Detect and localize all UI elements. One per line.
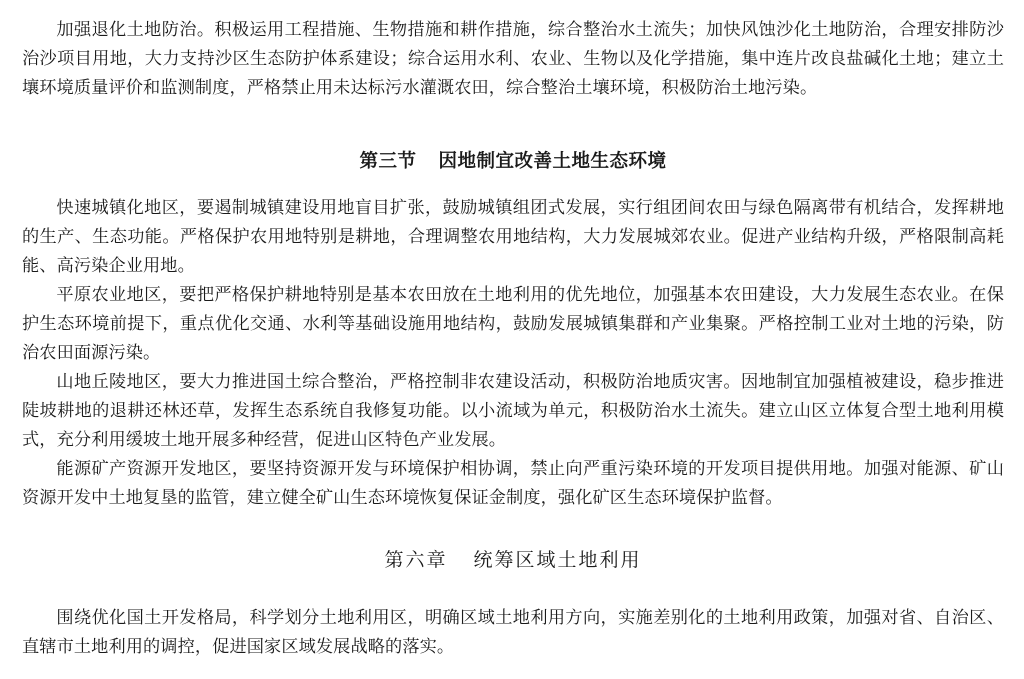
chapter-number: 第六章	[384, 549, 448, 571]
paragraph-urbanization-areas: 快速城镇化地区，要遏制城镇建设用地盲目扩张，鼓励城镇组团式发展，实行组团间农田与绿色隔离带有机结合，发挥耕地的生产、生态功能。严格保护农用地特别是耕地，合理调整农用地结构，大力发展城郊农业。促进产业结构升级，严格限制高耗能、高污染企业用地。	[22, 198, 1004, 276]
paragraph-mountain-hill-areas: 山地丘陵地区，要大力推进国土综合整治，严格控制非农建设活动，积极防治地质灾害。因地制宜加强植被建设，稳步推进陡坡耕地的退耕还林还草，发挥生态系统自我修复功能。以小流域为单元，积极防治水土流失。建立山区立体复合型土地利用模式，充分利用缓坡土地开展多种经营，促进山区特色产业发展。	[22, 372, 1004, 450]
paragraph-plain-agriculture-areas: 平原农业地区，要把严格保护耕地特别是基本农田放在土地利用的优先地位，加强基本农田建设，大力发展生态农业。在保护生态环境前提下，重点优化交通、水利等基础设施用地结构，鼓励发展城镇集群和产业集聚。严格控制工业对土地的污染，防治农田面源污染。	[22, 285, 1004, 363]
section-body	[22, 194, 1004, 513]
section-heading	[22, 146, 1004, 178]
section-number: 第三节	[359, 151, 417, 172]
chapter-body	[22, 604, 1004, 662]
chapter-heading	[22, 544, 1004, 576]
paragraph-regional-land-use: 围绕优化国土开发格局，科学划分土地利用区，明确区域土地利用方向，实施差别化的土地利用政策，加强对省、自治区、直辖市土地利用的调控，促进国家区域发展战略的落实。	[22, 608, 1004, 657]
paragraph-mining-areas: 能源矿产资源开发地区，要坚持资源开发与环境保护相协调，禁止向严重污染环境的开发项目提供用地。加强对能源、矿山资源开发中土地复垦的监管，建立健全矿山生态环境恢复保证金制度，强化矿区生态环境保护监督。	[22, 459, 1004, 508]
chapter-title: 统筹区域土地利用	[473, 549, 642, 571]
section-title: 因地制宜改善土地生态环境	[438, 151, 667, 172]
paragraph-land-degradation: 加强退化土地防治。积极运用工程措施、生物措施和耕作措施，综合整治水土流失；加快风蚀沙化土地防治，合理安排防沙治沙项目用地，大力支持沙区生态防护体系建设；综合运用水利、农业、生物以及化学措施，集中连片改良盐碱化土地；建立土壤环境质量评价和监测制度，严格禁止用未达标污水灌溉农田，综合整治土壤环境，积极防治土地污染。	[22, 20, 1004, 98]
